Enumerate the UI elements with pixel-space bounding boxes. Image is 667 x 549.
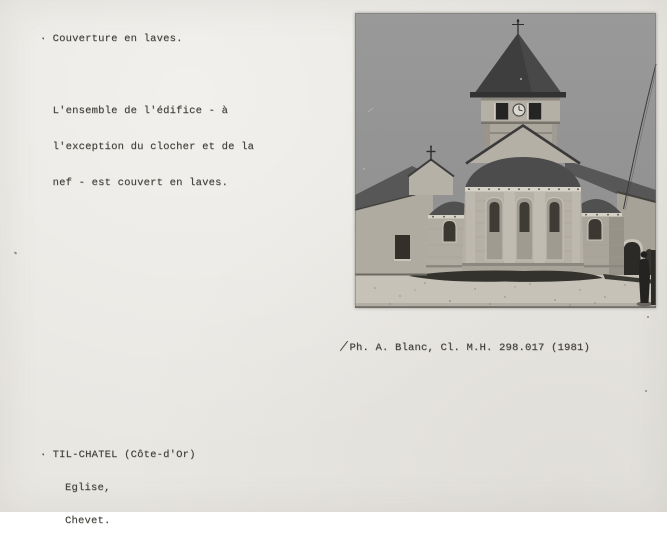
church-photo-drawing (355, 13, 656, 308)
photo-caption-text: Ph. A. Blanc, Cl. M.H. 298.017 (1981) (349, 342, 591, 354)
chapel-window (588, 219, 602, 241)
scan-speck (14, 251, 18, 254)
location-name: TIL-CHATEL (Côte-d'Or) (52, 449, 196, 461)
view-name: Chevet. (65, 515, 111, 527)
central-apse (462, 157, 584, 275)
apse-window (516, 198, 533, 261)
clock (513, 104, 525, 116)
scan-speck (645, 390, 647, 392)
bullet-mark: · (40, 33, 47, 45)
apse-window (486, 198, 503, 261)
check-slash-mark: / (337, 340, 349, 356)
scan-speck (647, 316, 649, 318)
note-title: Couverture en laves. (52, 33, 183, 45)
archway (624, 242, 641, 275)
note-body-line: nef - est couvert en laves. (52, 177, 229, 189)
window-sill (394, 259, 411, 261)
photo-caption (337, 340, 591, 356)
bullet-mark: · (40, 449, 47, 461)
chapel-window (443, 221, 456, 243)
note-body-line: L'ensemble de l'édifice - à (52, 105, 229, 117)
church-photo (355, 13, 656, 308)
building-name: Eglise, (65, 482, 111, 494)
note-identification (40, 428, 196, 549)
apse-window (546, 198, 563, 261)
note-body-line: l'exception du clocher et de la (52, 141, 255, 153)
belfry-opening (494, 103, 510, 120)
location-line (40, 450, 196, 461)
note-title-line (40, 33, 254, 45)
belfry-opening (527, 103, 543, 120)
left-wall-window (395, 235, 410, 259)
note-couverture (40, 9, 254, 237)
note-body (53, 81, 255, 213)
